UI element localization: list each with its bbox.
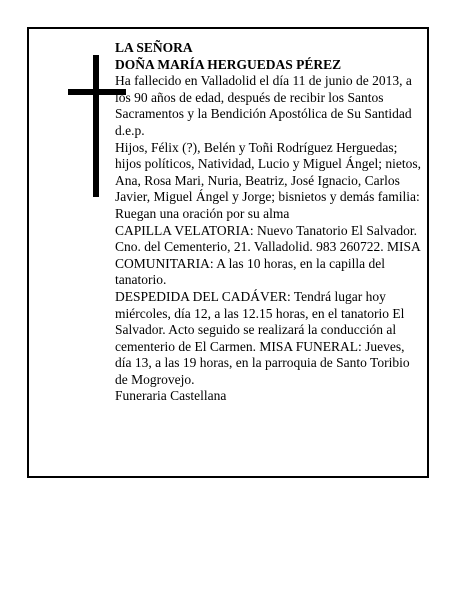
farewell-paragraph: DESPEDIDA DEL CADÁVER: Tendrá lugar hoy miércoles, día 12, a las 12.15 horas, en el tanatorio El Salvador. Acto seguido se realizará la conducción al cementerio de El Carmen. MISA FUNERAL: Jueves, día 13, a las 19 horas, en la parroquia de Santo Toribio de Mogrovejo. [115,288,410,387]
obituary-text [115,40,421,405]
prayer-line: Ruegan una oración por su alma [115,205,290,221]
heading-title: LA SEÑORA [115,40,193,55]
funeral-home: Funeraria Castellana [115,388,227,404]
deceased-name: DOÑA MARÍA HERGUEDAS PÉREZ [115,56,342,72]
chapel-paragraph: CAPILLA VELATORIA: Nuevo Tanatorio El Salvador. Cno. del Cementerio, 21. Valladolid. 983 260722. MISA COMUNITARIA: A las 10 horas, en la capilla del tanatorio. [115,222,420,288]
obituary-notice [27,27,429,478]
death-paragraph: Ha fallecido en Valladolid el día 11 de junio de 2013, a los 90 años de edad, después de recibir los Santos Sacramentos y la Bendición Apostólica de Su Santidad d.e.p. [115,73,412,138]
family-paragraph: Hijos, Félix (?), Belén y Toñi Rodríguez Herguedas; hijos políticos, Natividad, Lucio y Miguel Ángel; nietos, Ana, Rosa Mari, Nuria, Beatriz, José Ignacio, Carlos Javier, Miguel Ángel y Jorge; bisnietos y demás familia: [115,139,421,205]
